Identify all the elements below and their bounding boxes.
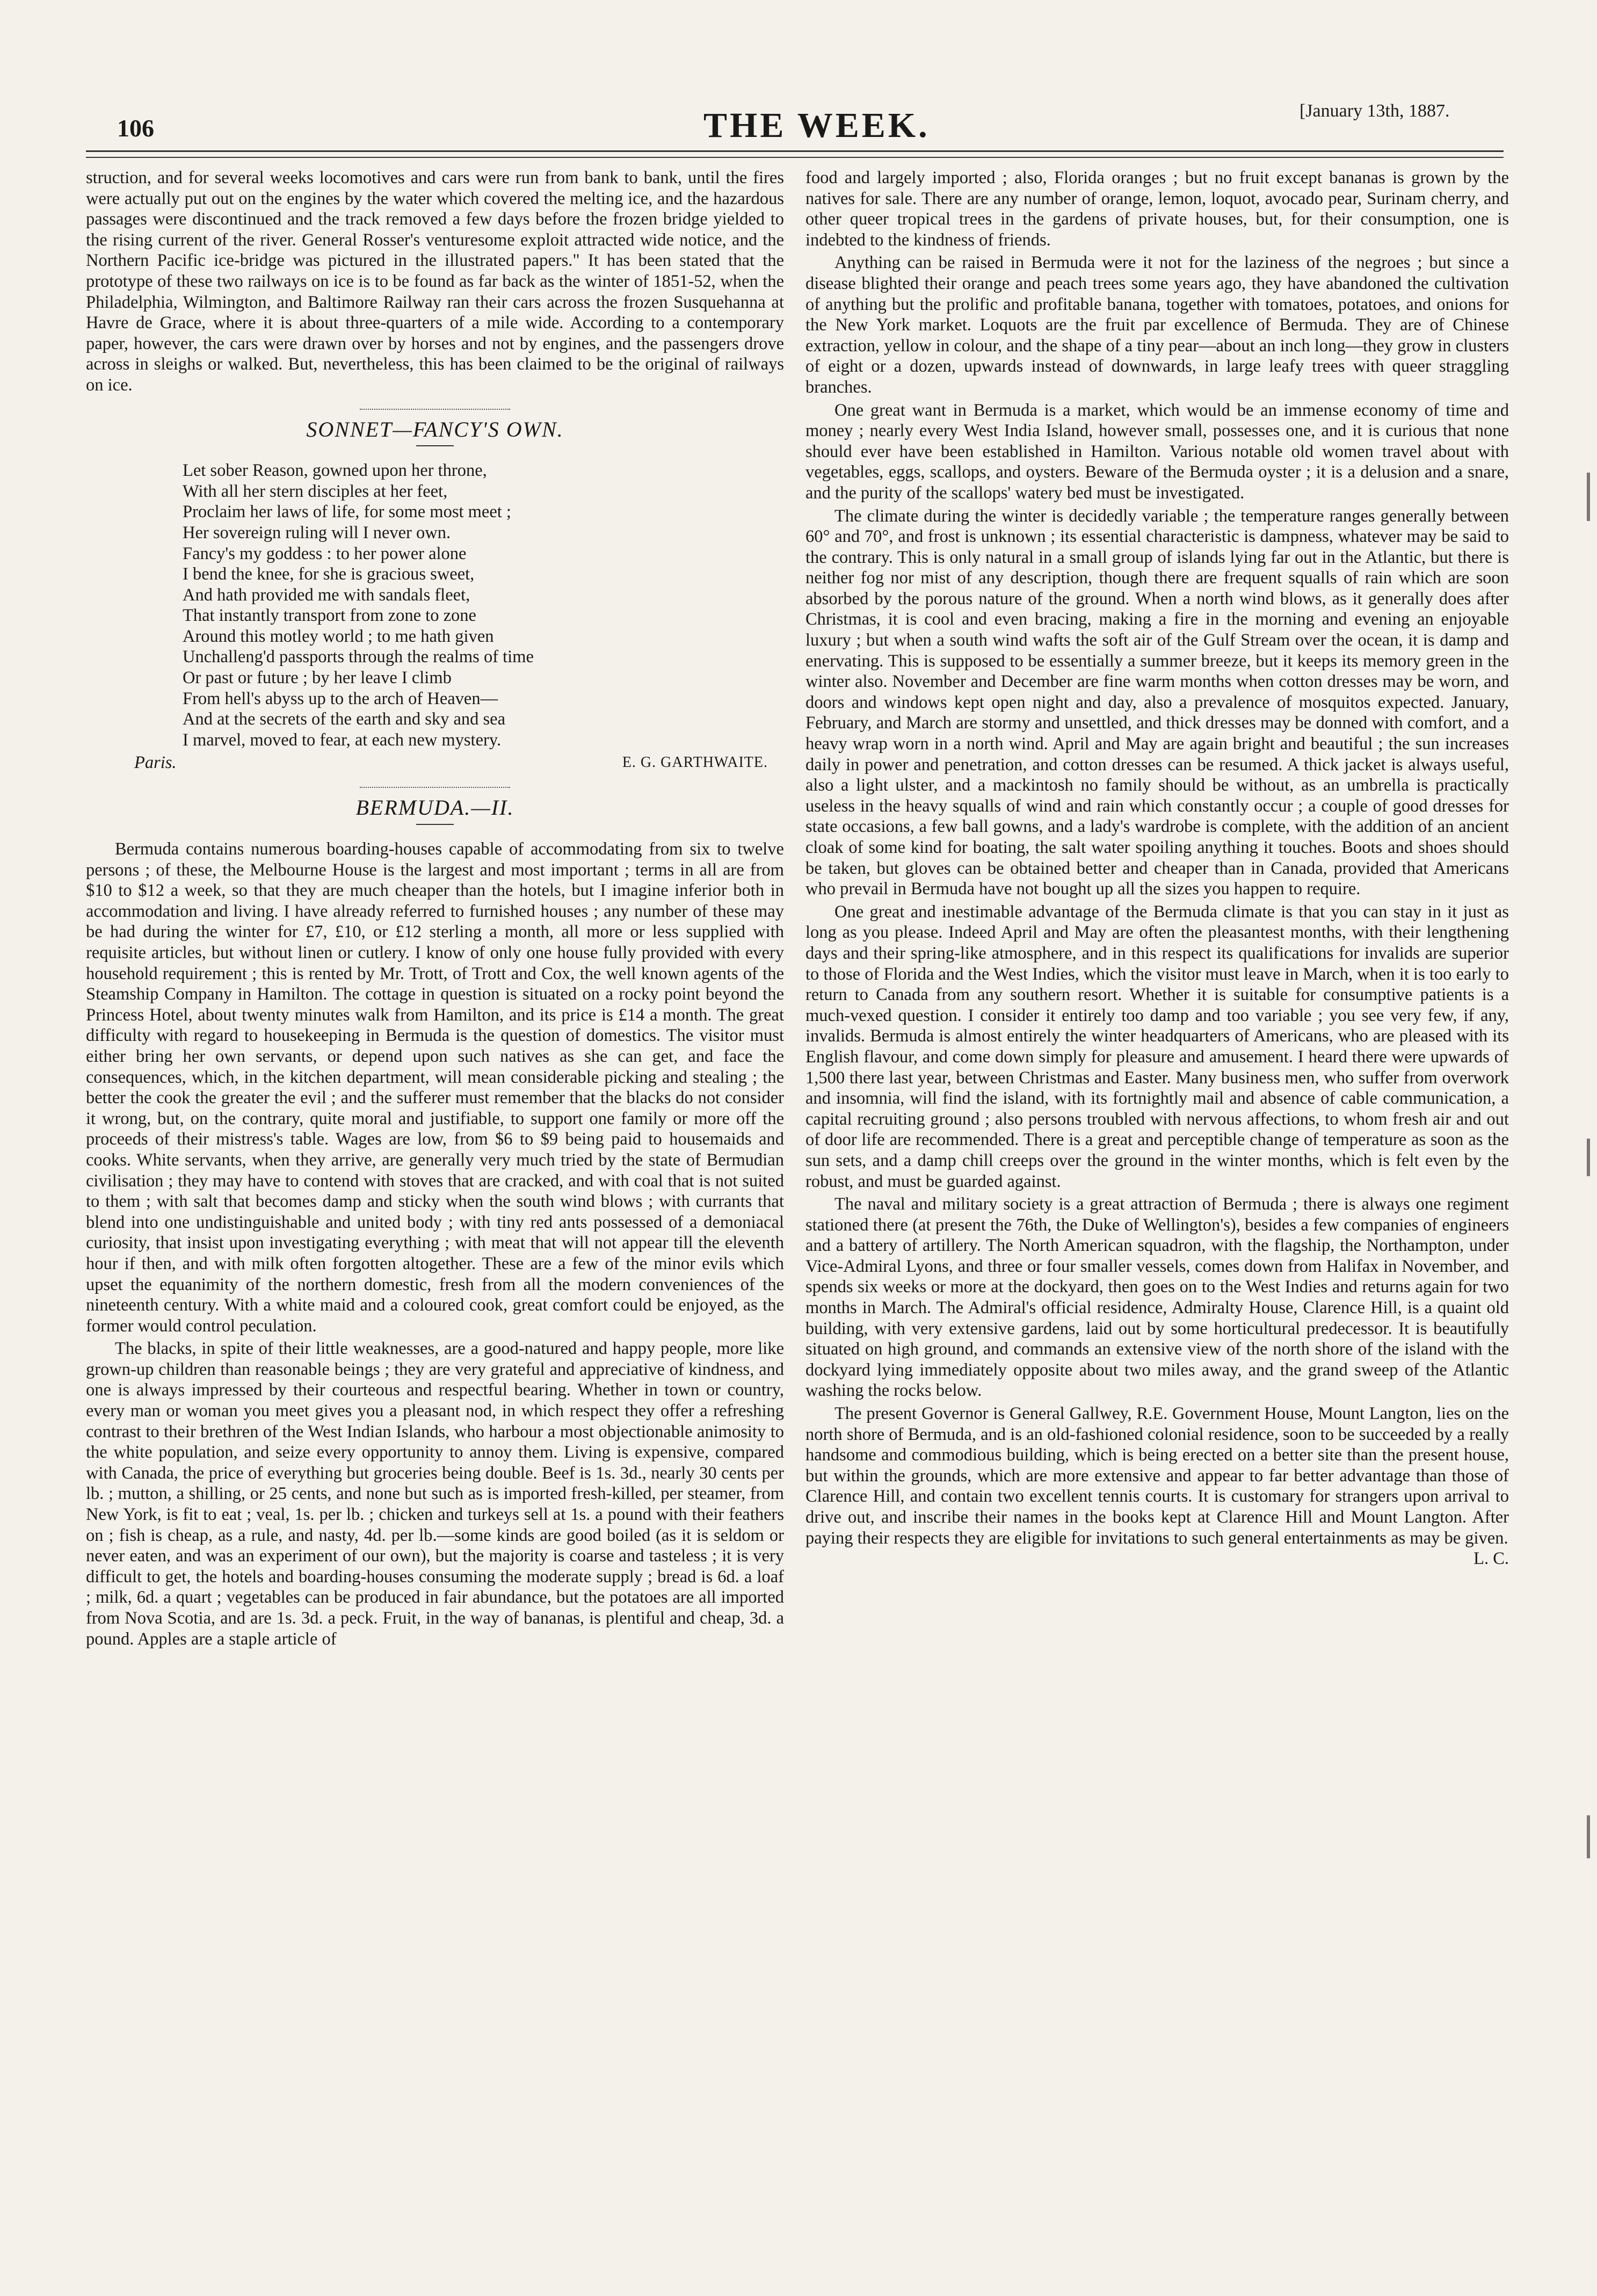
section-divider: [360, 787, 510, 788]
article-paragraph: The climate during the winter is decidedly variable ; the temperature ranges generally between 60° and 70°, and frost is unknown ; its essential characteristic is dampness, whatever may be said to the contrary. This is only natural in a small group of islands lying far out in the Atlantic, but there is neither fog nor mist of any description, though there are frequent squalls of rain which are soon absorbed by the porous nature of the ground. When a north wind blows, as it generally does after Christmas, it is cool and even bracing, making a fire in the morning and evening an enjoyable luxury ; but when a south wind wafts the soft air of the Gulf Stream over the ocean, it is damp and enervating. This is supposed to be essentially a summer breeze, but it keeps its memory green in the winter also. November and December are fine warm months when cotton dresses may be worn, and doors and windows kept open night and day, also a prevalence of mosquitos expected. January, February, and March are stormy and unsettled, and thick dresses may be donned with comfort, and a heavy wrap worn in a north wind. April and May are again bright and beautiful ; the sun increases daily in power and penetration, and cotton dresses can be resumed. A thick jacket is always useful, also a light ulster, and a mackintosh no family should be without, as an umbrella is practically useless in the heavy squalls of wind and rain which constantly occur ; a couple of good dresses for state occasions, a few ball gowns, and a lady's wardrobe is complete, with the addition of an ancient cloak of some kind for boating, the salt water spoiling anything it touches. Boots and shoes should be taken, but gloves can be obtained better and cheaper than in Canada, provided that Americans who prevail in Bermuda have not bought up all the sizes you happen to require.: [805, 506, 1509, 899]
poem-line: That instantly transport from zone to zone: [183, 606, 476, 626]
binding-mark: [1587, 1139, 1590, 1176]
title-rule: [416, 824, 454, 825]
article-paragraph: The naval and military society is a great attraction of Bermuda ; there is always one regiment stationed there (at present the 76th, the Duke of Wellington's), besides a few companies of engineers and a battery of artillery. The North American squadron, with the flagship, the Northampton, under Vice-Admiral Lyons, and three or four smaller vessels, comes down from Halifax in November, and spends six weeks or more at the dockyard, then goes on to the West Indies and returns again for two months in March. The Admiral's official residence, Admiralty House, Clarence Hill, is a quaint old building, with very extensive gardens, laid out by some horticultural predecessor. It is beautifully situated on high ground, and commands an extensive view of the north shore of the island with the dockyard lying immediately opposite about two miles away, and the grand sweep of the Atlantic washing the rocks below.: [805, 1194, 1509, 1401]
sonnet-author: E. G. GARTHWAITE.: [622, 754, 768, 771]
article-paragraph: [805, 1403, 1509, 1569]
poem-line: And hath provided me with sandals fleet,: [183, 585, 470, 605]
poem-line: And at the secrets of the earth and sky and sea: [183, 709, 506, 729]
article-paragraph: One great want in Bermuda is a market, which would be an immense economy of time and money ; nearly every West India Island, however small, possesses one, and it is curious that none should ever have been established in Hamilton. Various notable old women travel about with vegetables, eggs, scallops, and oysters. Beware of the Bermuda oyster ; it is a delusion and a snare, and the purity of the scallops' watery bed must be investigated.: [805, 400, 1509, 503]
sonnet-place: Paris.: [134, 753, 177, 773]
header-rule-thin: [86, 157, 1504, 158]
poem-line: Unchalleng'd passports through the realms of time: [183, 647, 534, 667]
title-rule: [416, 445, 454, 446]
article-paragraph: The blacks, in spite of their little weaknesses, are a good-natured and happy people, more like grown-up children than reasonable beings ; they are very grateful and appreciative of kindness, and one is always impressed by their courteous and respectful bearing. Whether in town or country, every man or woman you meet gives you a pleasant nod, in which respect they offer a refreshing contrast to their brethren of the West Indian Islands, who harbour a most objectionable animosity to the white population, and seize every opportunity to annoy them. Living is expensive, compared with Canada, the price of everything but groceries being double. Beef is 1s. 3d., nearly 30 cents per lb. ; mutton, a shilling, or 25 cents, and none but such as is imported fresh-killed, per steamer, from New York, is fit to eat ; veal, 1s. per lb. ; chicken and turkeys sell at 1s. a pound with their feathers on ; fish is cheap, as a rule, and nasty, 4d. per lb.—some kinds are good boiled (as it is seldom or never eaten, and was an experiment of our own), but the majority is coarse and tasteless ; it is very difficult to get, the hotels and boarding-houses consuming the moderate supply ; bread is 6d. a loaf ; milk, 6d. a quart ; vegetables can be produced in fair abundance, but the potatoes are all imported from Nova Scotia, and are 1s. 3d. a peck. Fruit, in the way of bananas, is plentiful and cheap, 3d. a pound. Apples are a staple article of: [86, 1339, 784, 1649]
right-column: [805, 168, 1509, 1569]
poem-line: Let sober Reason, gowned upon her throne,: [183, 461, 487, 481]
article-paragraph: food and largely imported ; also, Florida oranges ; but no fruit except bananas is grown by the natives for sale. There are any number of orange, lemon, loquot, avocado pear, Surinam cherry, and other queer tropical trees in the gardens of private houses, but, for their consumption, one is indebted to the kindness of friends.: [805, 168, 1509, 250]
poem-line: With all her stern disciples at her feet,: [183, 481, 448, 501]
poem-line: Her sovereign ruling will I never own.: [183, 523, 451, 542]
poem-line: Or past or future ; by her leave I climb: [183, 668, 452, 688]
section-divider: [360, 409, 510, 410]
railway-paragraph: struction, and for several weeks locomotives and cars were run from bank to bank, until the fires were actually put out on the engines by the water which covered the melting ice, and the hazardous passages were discontinued and the track removed a few days before the frozen bridge yielded to the rising current of the river. General Rosser's venturesome exploit attracted wide notice, and the Northern Pacific ice-bridge was pictured in the illustrated papers." It has been stated that the prototype of these two railways on ice is to be found as far back as the winter of 1851-52, when the Philadelphia, Wilmington, and Baltimore Railway ran their cars across the frozen Susquehanna at Havre de Grace, where it is about three-quarters of a mile wide. According to a contemporary paper, however, the cars were drawn over by horses and not by engines, and the passengers drove across in sleighs or walked. But, nevertheless, this has been claimed to be the original of railways on ice.: [86, 168, 784, 395]
article-title: BERMUDA.—II.: [355, 795, 514, 820]
page-number: 106: [117, 114, 154, 142]
article-paragraph: One great and inestimable advantage of the Bermuda climate is that you can stay in it just as long as you please. Indeed April and May are often the pleasantest months, with their lengthening days and their spring-like atmosphere, and in this respect its qualifications for invalids are superior to those of Florida and the West Indies, which the visitor must leave in March, when it is too early to return to Canada from any southern resort. Whether it is suitable for consumptive patients is a much-vexed question. I consider it entirely too damp and too variable ; you see very few, if any, invalids. Bermuda is almost entirely the winter headquarters of Americans, who are pleased with its English flavour, and come down simply for pleasure and amusement. I heard there were upwards of 1,500 there last year, between Christmas and Easter. Many business men, who suffer from overwork and insomnia, will find the island, with its fortnightly mail and absence of cable communication, a capital recruiting ground ; also persons troubled with nervous affections, to whom fresh air and out of door life are recommended. There is a great and perceptible change of temperature as soon as the sun sets, and a damp chill creeps over the ground in the winter months, which is felt even by the robust, and must be guarded against.: [805, 902, 1509, 1191]
sonnet-title: SONNET—FANCY'S OWN.: [306, 417, 564, 441]
masthead-title: THE WEEK.: [703, 106, 930, 145]
sonnet-signature: [86, 750, 784, 774]
article-paragraph: Anything can be raised in Bermuda were it not for the laziness of the negroes ; but since a disease blighted their orange and peach trees some years ago, they have abandoned the cultivation of anything but the prolific and profitable banana, together with tomatoes, potatoes, and onions for the New York market. Loquots are the fruit par excellence of Bermuda. They are of Chinese extraction, yellow in colour, and the shape of a tiny pear—about an inch long—they grow in clusters of eight or a dozen, upwards instead of downwards, in large leafy trees with queer straggling branches.: [805, 253, 1509, 397]
binding-mark: [1587, 1815, 1590, 1858]
poem-line: Around this motley world ; to me hath given: [183, 626, 494, 646]
issue-date: [January 13th, 1887.: [1300, 101, 1450, 121]
article-signature: L. C.: [1473, 1549, 1509, 1569]
closing-paragraph-text: The present Governor is General Gallwey, R.E. Government House, Mount Langton, lies on the north shore of Bermuda, and is an old-fashioned colonial residence, soon to be succeeded by a really handsome and commodious building, which is being erected on a better site than the present house, but within the grounds, which are more extensive and appear to far better advantage than those of Clarence Hill, and contain two excellent tennis courts. It is customary for strangers upon arrival to drive out, and inscribe their names in the books kept at Clarence Hill and Mount Langton. After paying their respects they are eligible for invitations to such general entertainments as may be given.: [805, 1404, 1509, 1548]
sonnet-body: [183, 460, 784, 750]
article-paragraph: Bermuda contains numerous boarding-houses capable of accommodating from six to twelve persons ; of these, the Melbourne House is the largest and most important ; terms in all are from $10 to $12 a week, so that they are much cheaper than the hotels, but I imagine inferior both in accommodation and living. I have already referred to furnished houses ; any number of these may be had during the winter for £7, £10, or £12 sterling a month, all more or less supplied with requisite articles, but without linen or cutlery. I know of only one house fully provided with every household requirement ; this is rented by Mr. Trott, of Trott and Cox, the well known agents of the Steamship Company in Hamilton. The cottage in question is situated on a rocky point beyond the Princess Hotel, about twenty minutes walk from Hamilton, and its price is £14 a month. The great difficulty with regard to housekeeping in Bermuda is the question of domestics. The visitor must either bring her own servants, or depend upon such natives as she can get, and face the consequences, which, in the kitchen department, will mean considerable picking and stealing ; the better the cook the greater the evil ; and the sufferer must remember that the blacks do not consider it wrong, but, on the contrary, quite moral and justifiable, to support one family or more off the proceeds of their mistress's table. Wages are low, from $6 to $9 being paid to housemaids and cooks. White servants, when they arrive, are generally very much tried by the state of Bermudian civilisation ; they may have to contend with stoves that are cracked, and with coal that is not suited to them ; with salt that becomes damp and sticky when the south wind blows ; with currants that blend into one undistinguishable and united body ; with tiny red ants possessed of a demoniacal curiosity, that insist upon investigating everything ; with meat that will not appear till the eleventh hour if then, and with milk often forgotten altogether. These are a few of the minor evils which upset the equanimity of the northern domestic, fresh from all the modern conveniences of the nineteenth century. With a white maid and a coloured cook, great comfort could be enjoyed, as the former would control peculation.: [86, 839, 784, 1336]
left-column: [86, 168, 784, 1649]
poem-line: I marvel, moved to fear, at each new mystery.: [183, 730, 502, 750]
poem-line: From hell's abyss up to the arch of Heaven—: [183, 689, 498, 708]
header-rule: [86, 150, 1504, 152]
binding-mark: [1587, 473, 1590, 521]
poem-line: Proclaim her laws of life, for some most meet ;: [183, 502, 511, 522]
poem-line: Fancy's my goddess : to her power alone: [183, 544, 467, 563]
poem-line: I bend the knee, for she is gracious sweet,: [183, 564, 475, 584]
